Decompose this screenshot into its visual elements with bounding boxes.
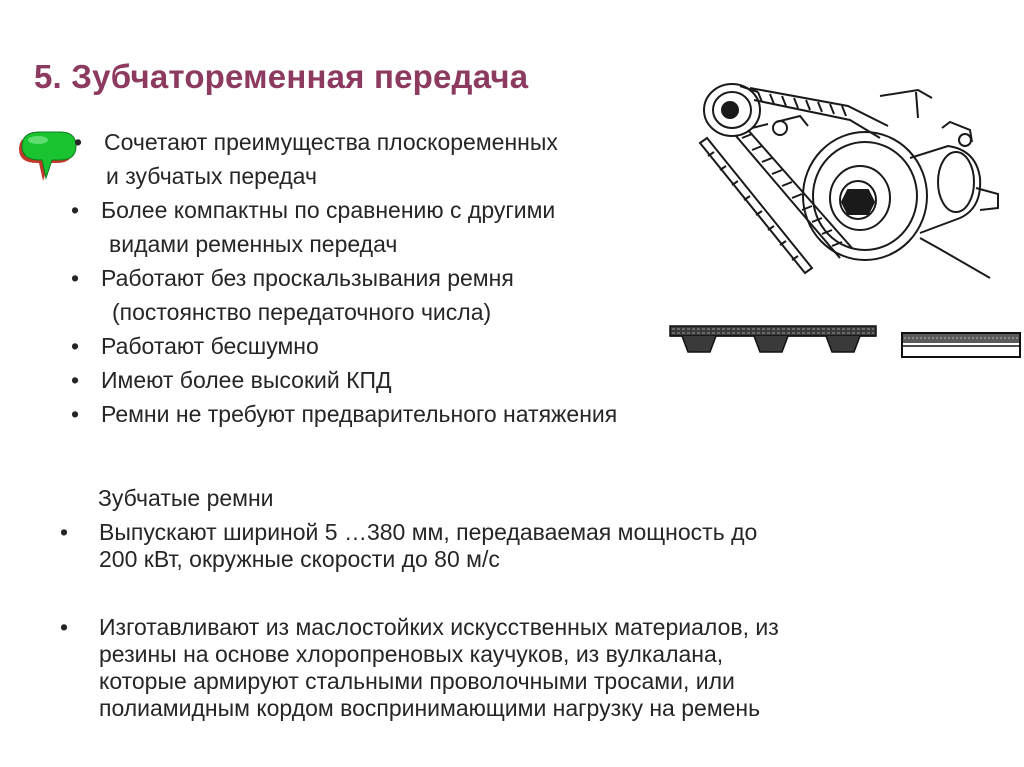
bullet-2 xyxy=(71,196,556,224)
paragraph-1: Выпускают шириной 5 …380 мм, передаваемая мощность до 200 кВт, окружные скорости до 80 м/с xyxy=(99,519,758,572)
paragraph-2: Изготавливают из маслостойких искусственных материалов, из резины на основе хлоропреновых каучуков, из вулкалана, которые армируют стальными проволочными тросами, или полиамидным кордом воспринимающими нагрузку на ремень xyxy=(99,614,779,721)
bullet-3-line2: (постоянство передаточного числа) xyxy=(112,299,492,325)
bullet-marker: • xyxy=(60,614,69,640)
bullet-marker: • xyxy=(71,401,80,427)
subheading: Зубчатые ремни xyxy=(98,485,274,511)
toothed-belt-profile xyxy=(668,320,880,362)
bullet-marker: • xyxy=(60,519,69,545)
bullet-marker: • xyxy=(71,197,80,223)
bullet-5-line1: Имеют более высокий КПД xyxy=(101,367,392,393)
bullet-3 xyxy=(71,264,514,292)
bullet-2-line1: Более компактны по сравнению с другими xyxy=(101,197,556,223)
bullet-6 xyxy=(71,400,618,428)
bullet-marker: • xyxy=(74,129,83,155)
bullet-2-line2: видами ременных передач xyxy=(109,231,398,257)
bullet-1-line2: и зубчатых передач xyxy=(106,163,317,189)
bullet-5 xyxy=(71,366,392,394)
bullet-4-line1: Работают бесшумно xyxy=(101,333,319,359)
bullet-marker: • xyxy=(71,367,80,393)
bullet-4 xyxy=(71,332,319,360)
bullet-marker: • xyxy=(71,265,80,291)
slide-title: 5. Зубчатоременная передача xyxy=(34,58,529,95)
bullet-1 xyxy=(74,128,558,156)
bullet-3-line1: Работают без проскальзывания ремня xyxy=(101,265,514,291)
flat-belt-section xyxy=(900,330,1022,360)
timing-belt-drive-illustration xyxy=(680,68,1010,293)
bullet-1-line1: Сочетают преимущества плоскоременных xyxy=(104,129,558,155)
bullet-marker: • xyxy=(71,333,80,359)
speech-bubble-icon xyxy=(16,128,83,186)
bullet-6-line1: Ремни не требуют предварительного натяжения xyxy=(101,401,618,427)
